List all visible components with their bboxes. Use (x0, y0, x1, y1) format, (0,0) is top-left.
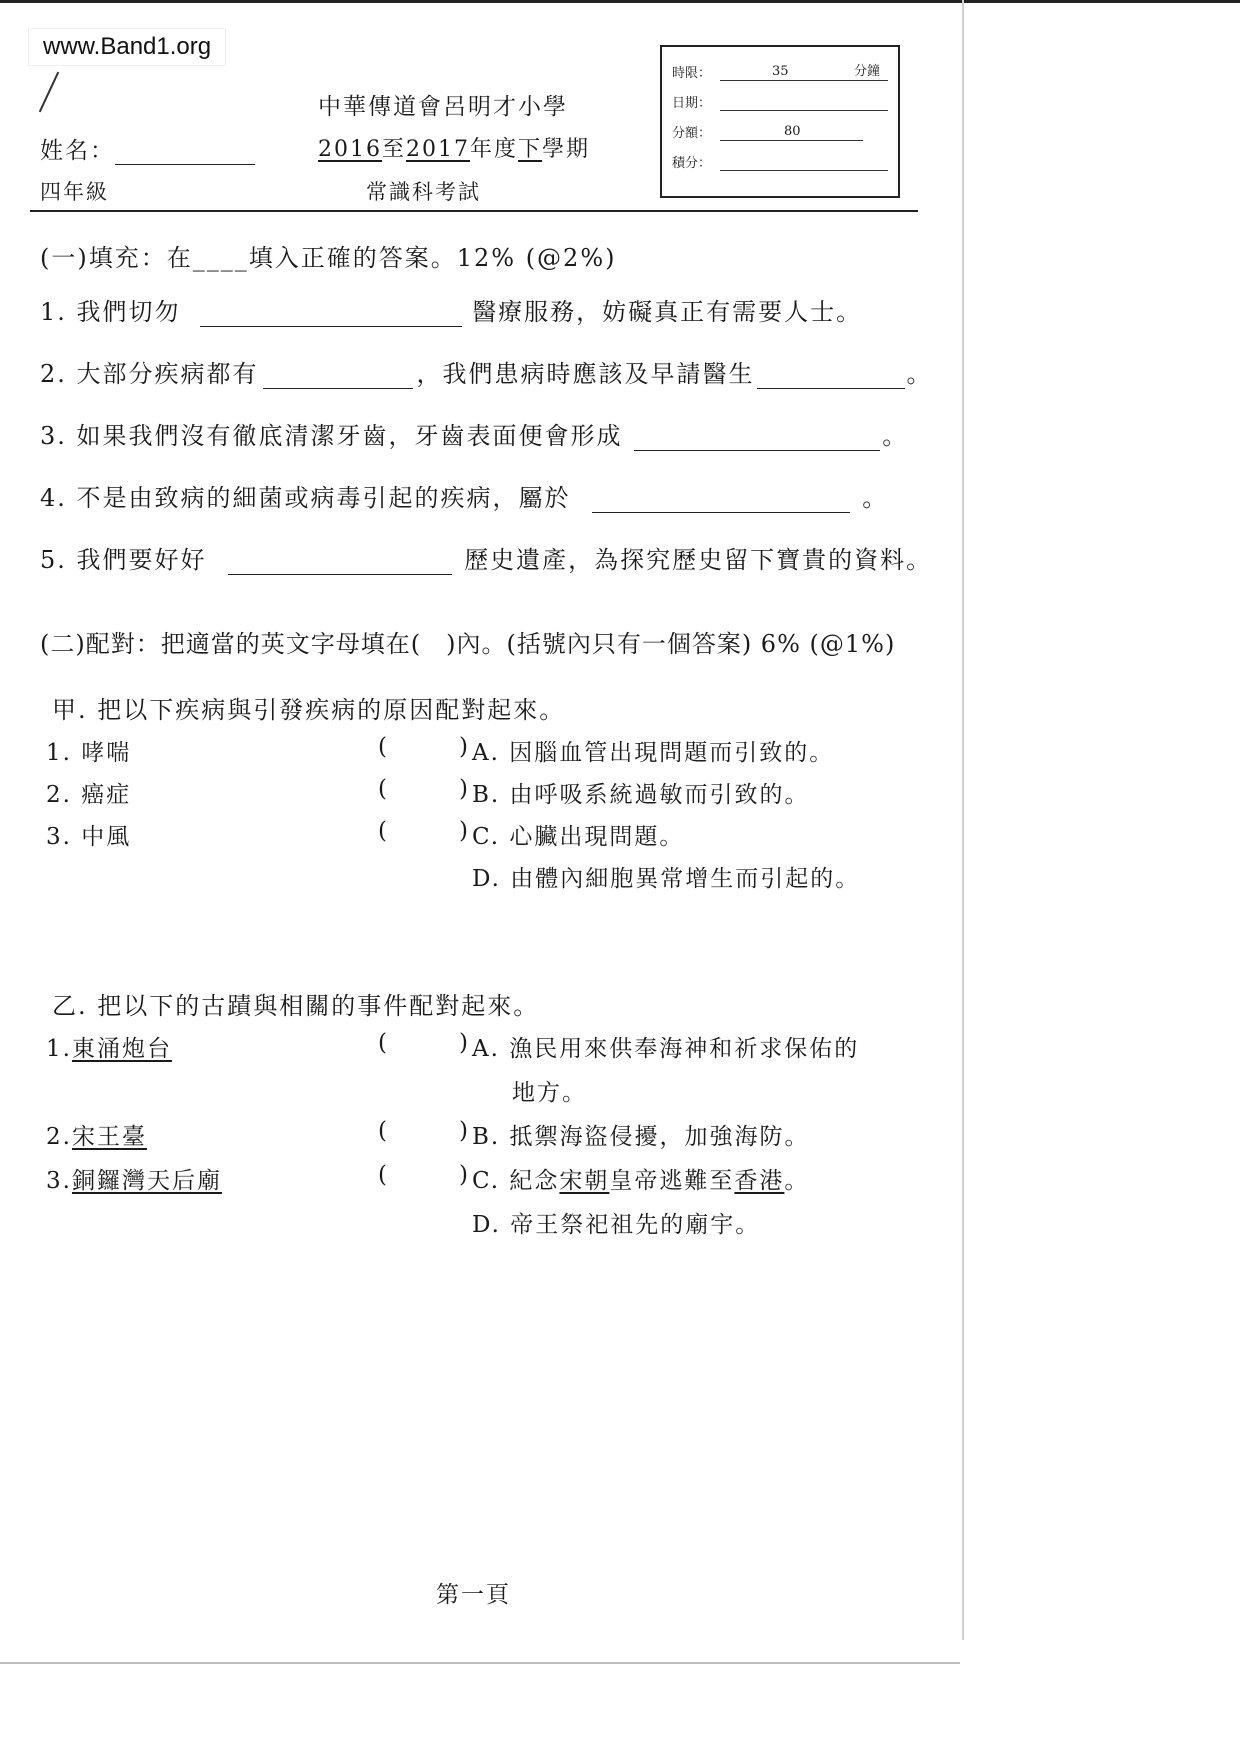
paren-close: ) (458, 776, 470, 802)
partB-title: 乙. 把以下的古蹟與相關的事件配對起來。 (52, 992, 540, 1020)
time-label: 時限： (672, 66, 712, 81)
score-label: 積分： (672, 156, 712, 171)
partB-option-D: D. 帝王祭祀祖先的廟宇。 (472, 1212, 761, 1238)
partA-item-1: 1. 哮喘 (46, 740, 132, 766)
q4-number: 4. (40, 484, 67, 512)
q2-number: 2. (40, 360, 67, 388)
watermark-label: www.Band1.org (28, 28, 226, 66)
marks-value: 80 (784, 124, 801, 139)
partA-title: 甲. 把以下疾病與引發疾病的原因配對起來。 (52, 696, 566, 724)
optC-mid: 皇帝逃難至 (609, 1168, 735, 1194)
q5-text-b: 歷史遺產，為探究歷史留下寶貴的資料。 (464, 546, 933, 574)
name-label: 姓名： (40, 138, 115, 164)
paren-open: ( (378, 1162, 389, 1188)
partB-item-3 (46, 1162, 222, 1195)
partB-num-3: 3. (46, 1168, 72, 1194)
date-blank (720, 92, 888, 111)
optC-pre: C. 紀念 (472, 1168, 560, 1194)
partB-answer-2[interactable] (378, 1118, 470, 1144)
scan-edge-right (962, 0, 964, 1640)
page-number: 第一頁 (436, 1582, 511, 1608)
partB-site-2: 宋王臺 (71, 1124, 147, 1150)
q4-text-a: 不是由致病的細菌或病毒引起的疾病，屬於 (76, 484, 571, 512)
partA-answer-3[interactable] (378, 818, 470, 844)
q2-text-a: 大部分疾病都有 (76, 360, 259, 388)
info-score-row (672, 141, 888, 171)
grade: 四年級 (40, 180, 109, 204)
name-field (40, 132, 255, 165)
partA-option-B: B. 由呼吸系統過敏而引致的。 (472, 782, 810, 808)
partB-option-A-cont: 地方。 (512, 1080, 587, 1106)
q2-answer-blank-2[interactable] (757, 364, 905, 389)
q4-answer-blank[interactable] (592, 488, 850, 513)
partA-option-A: A. 因腦血管出現問題而引致的。 (472, 740, 835, 766)
partB-item-1 (46, 1030, 172, 1063)
year-mid: 年度 (470, 137, 519, 162)
info-box (660, 45, 900, 198)
partB-answer-3[interactable] (378, 1162, 470, 1188)
partB-site-1: 東涌炮台 (71, 1036, 172, 1062)
info-date-row (672, 81, 888, 111)
q1-text-b: 醫療服務，妨礙真正有需要人士。 (472, 298, 863, 326)
paren-close: ) (458, 734, 470, 760)
partB-num-2: 2. (46, 1124, 72, 1150)
question-3 (40, 416, 908, 451)
time-unit: 分鐘 (853, 64, 880, 79)
year-end: 2017 (406, 137, 471, 162)
term: 下 (518, 137, 543, 162)
partA-answer-2[interactable] (378, 776, 470, 802)
question-5 (40, 540, 932, 575)
partB-option-C (472, 1162, 809, 1195)
partB-option-A: A. 漁民用來供奉海神和祈求保佑的 (472, 1036, 860, 1062)
partA-item-2: 2. 癌症 (46, 782, 132, 808)
q5-text-a: 我們要好好 (76, 546, 207, 574)
paren-close: ) (458, 1162, 470, 1188)
exam-title: 常識科考試 (366, 180, 481, 204)
q2-text-c: 。 (906, 360, 933, 388)
q2-answer-blank-1[interactable] (263, 364, 413, 389)
optC-song-dynasty: 宋朝 (559, 1168, 610, 1194)
paren-open: ( (378, 1030, 389, 1056)
q4-text-c: 。 (862, 484, 889, 512)
partA-answer-1[interactable] (378, 734, 470, 760)
partB-option-B: B. 抵禦海盜侵擾，加強海防。 (472, 1124, 810, 1150)
partB-answer-1[interactable] (378, 1030, 470, 1056)
info-time-row (672, 51, 888, 81)
section1-title: (一)填充：在____填入正確的答案。12% (@2%) (40, 244, 617, 272)
partA-option-C: C. 心臟出現問題。 (472, 824, 685, 850)
year-to: 至 (382, 137, 407, 162)
q3-text-c: 。 (882, 422, 909, 450)
paren-close: ) (458, 818, 470, 844)
q2-text-b: ，我們患病時應該及早請醫生 (416, 360, 755, 388)
date-label: 日期： (672, 96, 712, 111)
question-2 (40, 354, 933, 389)
q3-answer-blank[interactable] (634, 426, 880, 451)
q5-number: 5. (40, 546, 67, 574)
scan-edge-bottom (0, 1662, 960, 1664)
term-suffix: 學期 (542, 137, 591, 162)
section2-title: (二)配對：把適當的英文字母填在( )內。(括號內只有一個答案) 6% (@1%) (40, 630, 896, 658)
paren-open: ( (378, 818, 389, 844)
optC-hong-kong: 香港 (734, 1168, 785, 1194)
school-year (318, 132, 590, 163)
paren-close: ) (458, 1030, 470, 1056)
time-value: 35 (772, 64, 789, 79)
partB-num-1: 1. (46, 1036, 72, 1062)
year-start: 2016 (318, 137, 382, 162)
partA-item-3: 3. 中風 (46, 824, 132, 850)
optC-end: 。 (784, 1168, 810, 1194)
partB-item-2 (46, 1118, 147, 1151)
marks-label: 分額： (672, 126, 712, 141)
question-1 (40, 292, 862, 327)
q1-answer-blank[interactable] (200, 302, 462, 327)
paren-open: ( (378, 776, 389, 802)
top-border (0, 0, 1240, 3)
partB-site-3: 銅鑼灣天后廟 (71, 1168, 222, 1194)
q3-number: 3. (40, 422, 67, 450)
pen-mark (39, 72, 59, 113)
header-rule (30, 210, 918, 212)
q3-text-a: 如果我們沒有徹底清潔牙齒，牙齒表面便會形成 (76, 422, 623, 450)
question-4 (40, 478, 888, 513)
partA-option-D: D. 由體內細胞異常增生而引起的。 (472, 866, 861, 892)
school-name: 中華傳道會呂明才小學 (318, 94, 568, 120)
paren-open: ( (378, 1118, 389, 1144)
paren-close: ) (458, 1118, 470, 1144)
q1-number: 1. (40, 298, 67, 326)
name-blank (115, 142, 255, 165)
paren-open: ( (378, 734, 389, 760)
info-marks-row (672, 111, 888, 141)
q1-text-a: 我們切勿 (76, 298, 181, 326)
q5-answer-blank[interactable] (228, 550, 452, 575)
score-blank (720, 152, 888, 171)
